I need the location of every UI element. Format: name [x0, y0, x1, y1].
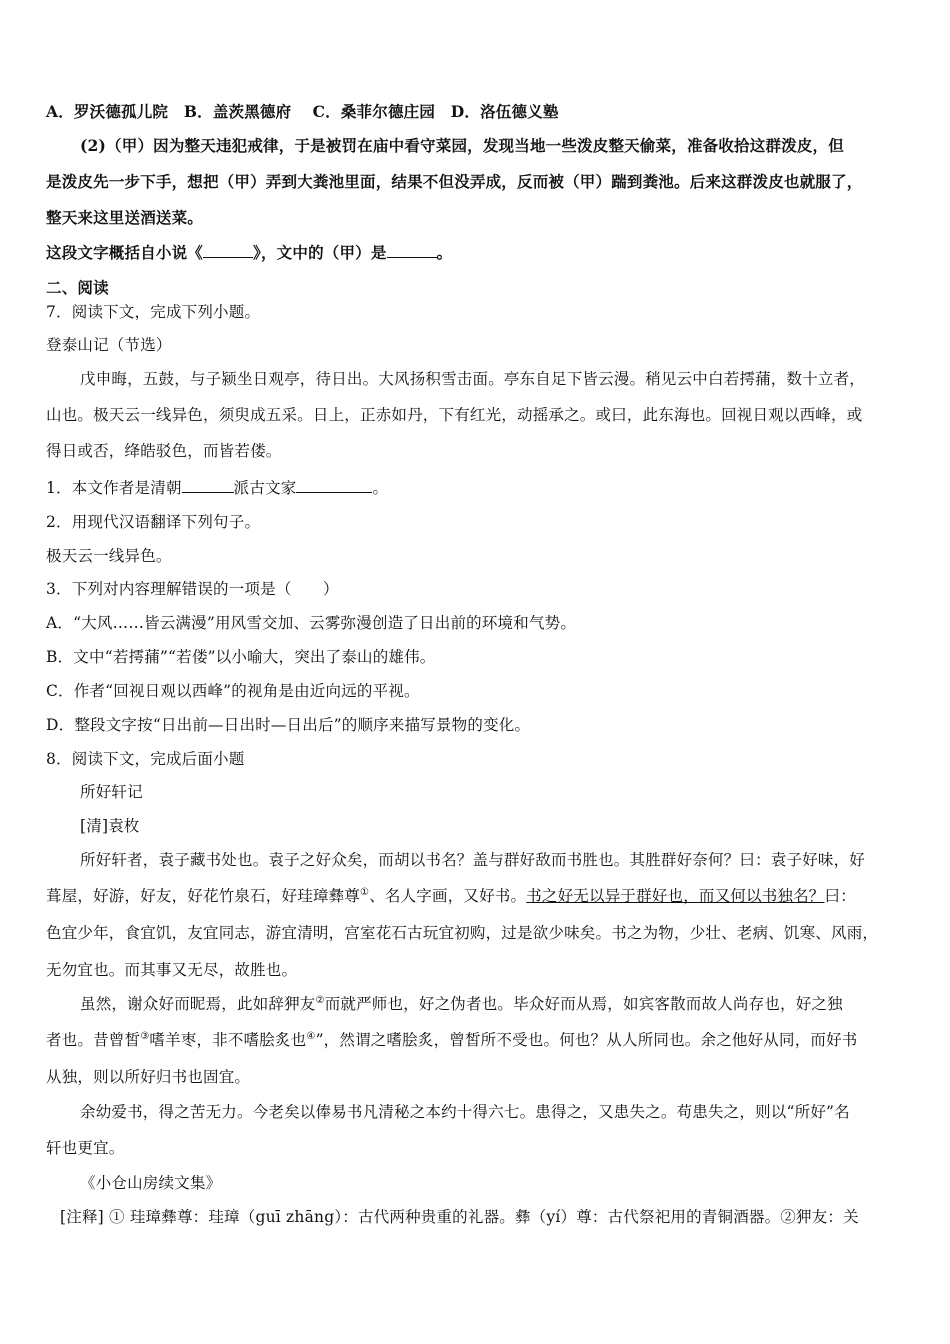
q7-option-d: D．整段文字按“日出前—日出时—日出后”的顺序来描写景物的变化。: [46, 716, 531, 734]
novel-title-blank[interactable]: [203, 242, 253, 258]
q6-1-options: A．罗沃德孤儿院 B．盖茨黑德府 C．桑菲尔德庄园 D．洛伍德义塾: [46, 102, 559, 121]
q8-para2-line-3: 从独，则以所好归书也固宜。: [46, 1068, 251, 1086]
q6-2-line-1: (2)（甲）因为整天违犯戒律，于是被罚在庙中看守菜园，发现当地一些泼皮整天偷菜，准备收拾这群泼皮，但: [80, 136, 844, 155]
q7-sub3: 3．下列对内容理解错误的一项是（ ）: [46, 580, 339, 598]
q6-2-prompt: 这段文字概括自小说《 》，文中的（甲）是 。: [46, 243, 453, 262]
author-blank[interactable]: [296, 477, 372, 493]
footnote-ref-1: ①: [360, 886, 370, 898]
q8-source: 《小仓山房续文集》: [80, 1174, 222, 1192]
q6-2-line-3: 整天来这里送酒送菜。: [46, 208, 204, 227]
q7-sub1: 1．本文作者是清朝 派古文家 。: [46, 479, 389, 497]
q8-para3-line-1: 余幼爱书，得之苦无力。今老矣以俸易书凡清秘之本约十得六七。患得之，又患失之。苟患失之，则以“所好”名: [80, 1103, 850, 1121]
q7-option-a: A．“大风……皆云满漫”用风雪交加、云雾弥漫创造了日出前的环境和气势。: [46, 614, 577, 632]
q7-intro: 7．阅读下文，完成下列小题。: [46, 303, 261, 321]
q8-para3-line-2: 轩也更宜。: [46, 1139, 125, 1157]
q8-notes: [注释] ① 珪璋彝尊：珪璋（guī zhāng）：古代两种贵重的礼器。彝（yí）尊：古代祭祀用的青铜酒器。②狎友：关: [60, 1208, 859, 1226]
q6-2-line-2: 是泼皮先一步下手，想把（甲）弄到大粪池里面，结果不但没弄成，反而被（甲）踹到粪池。后来这群泼皮也就服了，: [46, 172, 863, 191]
underlined-sentence: 书之好无以异于群好也，而又何以书独名？: [526, 887, 825, 905]
q8-para1-line-1: 所好轩者，袁子藏书处也。袁子之好众矣，而胡以书名？盖与群好敌而书胜也。其胜群好奈何？曰：袁子好味，好: [80, 851, 866, 869]
q7-option-c: C．作者“回视日观以西峰”的视角是由近向远的平视。: [46, 682, 420, 700]
footnote-ref-3: ③: [140, 1030, 150, 1042]
q7-passage-line-1: 戊申晦，五鼓，与子颍坐日观亭，待日出。大风扬积雪击面。亭东自足下皆云漫。稍见云中白若摴蒱，数十立者，: [80, 370, 866, 388]
q8-author: [清]袁枚: [80, 817, 140, 835]
q7-sub2: 2．用现代汉语翻译下列句子。: [46, 513, 261, 531]
footnote-ref-2: ②: [315, 994, 325, 1006]
q7-title: 登泰山记（节选）: [46, 336, 172, 354]
q8-title: 所好轩记: [80, 783, 143, 801]
q7-passage-line-3: 得日或否，绛皓驳色，而皆若偻。: [46, 442, 282, 460]
footnote-ref-4: ④: [306, 1030, 316, 1042]
section-heading-reading: 二、阅读: [46, 278, 109, 297]
q7-sub2-sentence: 极天云一线异色。: [46, 547, 172, 565]
q8-para1-line-2: 葺屋，好游，好友，好花竹泉石，好珪璋彝尊①、名人字画，又好书。书之好无以异于群好也，而又何以书独名？曰：: [46, 886, 856, 905]
q7-passage-line-2: 山也。极天云一线异色，须臾成五采。日上，正赤如丹，下有红光，动摇承之。或曰，此东海也。回视日观以西峰，或: [46, 406, 863, 424]
q8-para1-line-3: 色宜少年，食宜饥，友宜同志，游宜清明，宫室花石古玩宜初购，过是欲少味矣。书之为物，少壮、老病、饥寒、风雨，: [46, 924, 879, 942]
q8-intro: 8．阅读下文，完成后面小题: [46, 750, 245, 768]
q8-para2-line-1: 虽然，谢众好而昵焉，此如辞狎友②而就严师也，好之伪者也。毕众好而从焉，如宾客散而故人尚存也，好之独: [80, 994, 843, 1013]
q7-option-b: B．文中“若摴蒱”“若偻”以小喻大，突出了泰山的雄伟。: [46, 648, 436, 666]
q8-para1-line-4: 无勿宜也。而其事又无尽，故胜也。: [46, 961, 298, 979]
character-blank[interactable]: [387, 242, 437, 258]
dynasty-blank[interactable]: [182, 477, 234, 493]
q8-para2-line-2: 者也。昔曾皙③嗜羊枣，非不嗜脍炙也④”，然谓之嗜脍炙，曾皙所不受也。何也？从人所同也。余之他好从同，而好书: [46, 1030, 858, 1049]
